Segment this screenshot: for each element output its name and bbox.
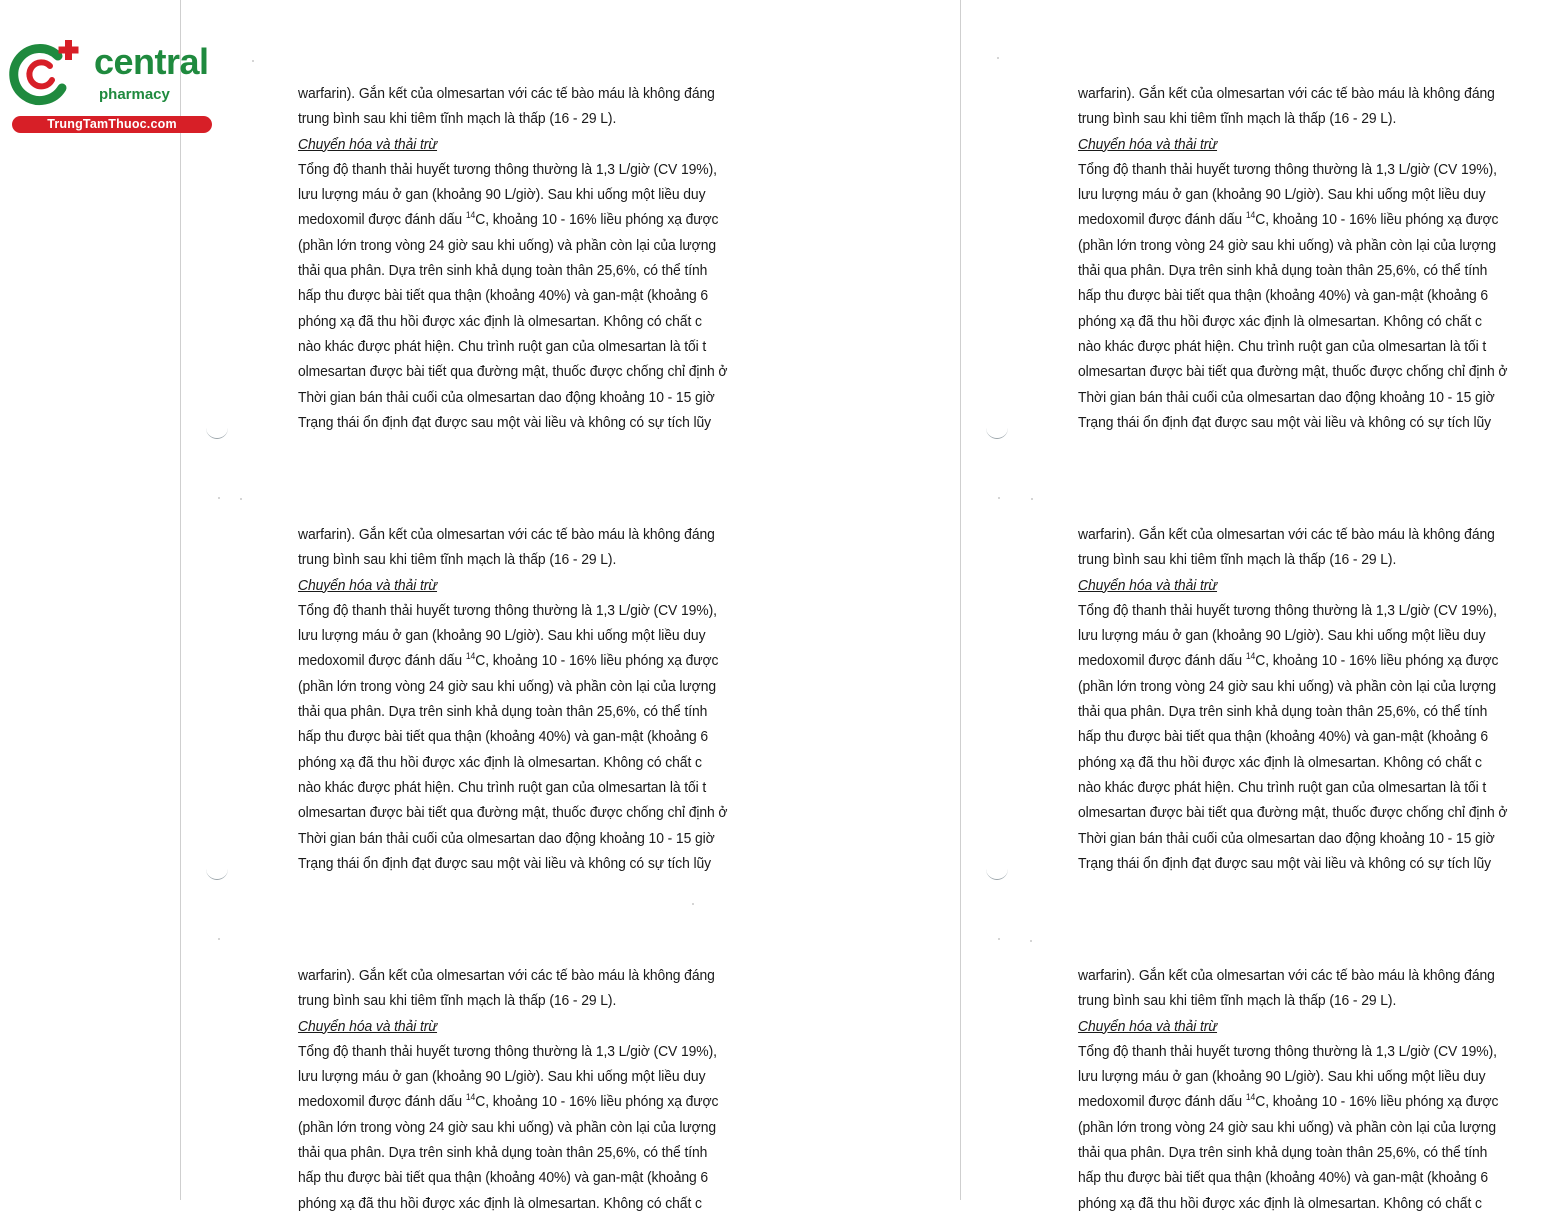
text-line: lưu lượng máu ở gan (khoảng 90 L/giờ). Sau khi uống một liều duy — [298, 628, 706, 645]
text-line — [298, 208, 768, 233]
text-line: (phần lớn trong vòng 24 giờ sau khi uống) và phần còn lại của lượng — [298, 678, 716, 695]
text-line: lưu lượng máu ở gan (khoảng 90 L/giờ). Sau khi uống một liều duy — [1078, 187, 1486, 204]
section-heading: Chuyển hóa và thải trừ — [298, 577, 438, 594]
text-line: Tổng độ thanh thải huyết tương thông thường là 1,3 L/giờ (CV 19%), — [298, 602, 717, 619]
text-line: Tổng độ thanh thải huyết tương thông thường là 1,3 L/giờ (CV 19%), — [298, 161, 717, 178]
text-span: medoxomil được đánh dấu — [1078, 653, 1243, 670]
text-line: Thời gian bán thải cuối của olmesartan dao động khoảng 10 - 15 giờ — [1078, 389, 1495, 406]
text-line — [298, 1090, 768, 1115]
text-line: thải qua phân. Dựa trên sinh khả dụng toàn thân 25,6%, có thể tính — [298, 263, 708, 280]
text-line: hấp thu được bài tiết qua thận (khoảng 40%) và gan-mật (khoảng 6 — [298, 1170, 709, 1187]
text-line: trung bình sau khi tiêm tĩnh mạch là thấp (16 - 29 L). — [1078, 111, 1397, 128]
text-span: C, khoảng 10 - 16% liều phóng xạ được — [1255, 212, 1499, 229]
scan-speck — [218, 497, 220, 499]
text-span: medoxomil được đánh dấu — [1078, 1094, 1243, 1111]
punch-hole-mark — [986, 426, 1008, 439]
text-line: Thời gian bán thải cuối của olmesartan dao động khoảng 10 - 15 giờ — [1078, 830, 1495, 847]
document-tile-cropped — [1060, 0, 1508, 440]
text-line — [1078, 1090, 1548, 1115]
document-tile — [280, 441, 780, 881]
text-line: lưu lượng máu ở gan (khoảng 90 L/giờ). Sau khi uống một liều duy — [298, 1069, 706, 1086]
text-line: nào khác được phát hiện. Chu trình ruột gan của olmesartan là tối t — [1078, 779, 1487, 796]
scan-speck — [692, 903, 694, 905]
text-line: phóng xạ đã thu hồi được xác định là olmesartan. Không có chất c — [298, 313, 702, 330]
text-line: hấp thu được bài tiết qua thận (khoảng 40%) và gan-mật (khoảng 6 — [298, 288, 709, 305]
text-line: (phần lớn trong vòng 24 giờ sau khi uống) và phần còn lại của lượng — [1078, 678, 1496, 695]
section-heading: Chuyển hóa và thải trừ — [1078, 577, 1218, 594]
text-line: warfarin). Gắn kết của olmesartan với các tế bào máu là không đáng — [298, 968, 715, 984]
text-line: (phần lớn trong vòng 24 giờ sau khi uống) và phần còn lại của lượng — [1078, 237, 1496, 254]
text-line: olmesartan được bài tiết qua đường mật, thuốc được chống chỉ định ở — [1078, 805, 1508, 822]
section-heading: Chuyển hóa và thải trừ — [298, 136, 438, 153]
document-tile — [280, 0, 780, 440]
logo-subtitle: pharmacy — [99, 86, 170, 103]
text-line: lưu lượng máu ở gan (khoảng 90 L/giờ). Sau khi uống một liều duy — [1078, 1069, 1486, 1086]
scan-speck — [998, 497, 1000, 499]
document-tile — [280, 882, 780, 1212]
tile-text — [1078, 964, 1548, 1217]
text-span: medoxomil được đánh dấu — [1078, 212, 1243, 229]
section-heading: Chuyển hóa và thải trừ — [1078, 136, 1218, 153]
central-pharmacy-logo-icon — [10, 38, 90, 114]
text-line: trung bình sau khi tiêm tĩnh mạch là thấp (16 - 29 L). — [298, 552, 617, 569]
text-line: thải qua phân. Dựa trên sinh khả dụng toàn thân 25,6%, có thể tính — [1078, 704, 1488, 721]
page-divider-right — [960, 0, 961, 1200]
logo-domain-badge: TrungTamThuoc.com — [12, 116, 212, 133]
superscript: 14 — [465, 210, 476, 221]
text-span: medoxomil được đánh dấu — [298, 212, 463, 229]
text-line: Tổng độ thanh thải huyết tương thông thường là 1,3 L/giờ (CV 19%), — [1078, 161, 1497, 178]
text-line — [298, 649, 768, 674]
text-line: olmesartan được bài tiết qua đường mật, thuốc được chống chỉ định ở — [298, 364, 728, 381]
text-line: trung bình sau khi tiêm tĩnh mạch là thấp (16 - 29 L). — [1078, 993, 1397, 1010]
text-line: warfarin). Gắn kết của olmesartan với các tế bào máu là không đáng — [1078, 968, 1495, 984]
logo-title: central — [94, 41, 209, 82]
text-line: nào khác được phát hiện. Chu trình ruột gan của olmesartan là tối t — [298, 338, 707, 355]
text-line: phóng xạ đã thu hồi được xác định là olmesartan. Không có chất c — [1078, 313, 1482, 330]
text-line: phóng xạ đã thu hồi được xác định là olmesartan. Không có chất c — [298, 1195, 702, 1212]
text-line — [1078, 649, 1548, 674]
superscript: 14 — [1245, 210, 1256, 221]
text-line: Trạng thái ổn định đạt được sau một vài liều và không có sự tích lũy — [298, 855, 712, 872]
text-line: hấp thu được bài tiết qua thận (khoảng 40%) và gan-mật (khoảng 6 — [298, 729, 709, 746]
text-span: C, khoảng 10 - 16% liều phóng xạ được — [1255, 653, 1499, 670]
text-line: Trạng thái ổn định đạt được sau một vài liều và không có sự tích lũy — [1078, 855, 1492, 872]
text-line: (phần lớn trong vòng 24 giờ sau khi uống) và phần còn lại của lượng — [298, 237, 716, 254]
text-line: hấp thu được bài tiết qua thận (khoảng 40%) và gan-mật (khoảng 6 — [1078, 729, 1489, 746]
text-span: medoxomil được đánh dấu — [298, 653, 463, 670]
text-span: C, khoảng 10 - 16% liều phóng xạ được — [1255, 1094, 1499, 1111]
text-line — [1078, 208, 1548, 233]
text-line: hấp thu được bài tiết qua thận (khoảng 40%) và gan-mật (khoảng 6 — [1078, 288, 1489, 305]
tile-text — [298, 523, 768, 877]
text-line: olmesartan được bài tiết qua đường mật, thuốc được chống chỉ định ở — [1078, 364, 1508, 381]
document-tile-cropped — [1060, 882, 1499, 1212]
scan-speck — [998, 938, 1000, 940]
scan-speck — [240, 498, 242, 500]
text-line: (phần lớn trong vòng 24 giờ sau khi uống) và phần còn lại của lượng — [298, 1119, 716, 1136]
text-line: warfarin). Gắn kết của olmesartan với các tế bào máu là không đáng — [298, 86, 715, 102]
text-line: warfarin). Gắn kết của olmesartan với các tế bào máu là không đáng — [1078, 527, 1495, 543]
text-line: trung bình sau khi tiêm tĩnh mạch là thấp (16 - 29 L). — [1078, 552, 1397, 569]
scan-speck — [1030, 940, 1032, 942]
text-line: olmesartan được bài tiết qua đường mật, thuốc được chống chỉ định ở — [298, 805, 728, 822]
text-line: nào khác được phát hiện. Chu trình ruột gan của olmesartan là tối t — [298, 779, 707, 796]
document-tile-cropped — [1060, 441, 1508, 881]
text-line: nào khác được phát hiện. Chu trình ruột gan của olmesartan là tối t — [1078, 338, 1487, 355]
text-line: phóng xạ đã thu hồi được xác định là olmesartan. Không có chất c — [1078, 754, 1482, 771]
superscript: 14 — [1245, 651, 1256, 662]
text-span: C, khoảng 10 - 16% liều phóng xạ được — [475, 212, 719, 229]
tile-text — [298, 964, 768, 1217]
text-span: medoxomil được đánh dấu — [298, 1094, 463, 1111]
text-line: Tổng độ thanh thải huyết tương thông thường là 1,3 L/giờ (CV 19%), — [298, 1043, 717, 1060]
text-line: Tổng độ thanh thải huyết tương thông thường là 1,3 L/giờ (CV 19%), — [1078, 602, 1497, 619]
section-heading: Chuyển hóa và thải trừ — [298, 1018, 438, 1035]
text-line: phóng xạ đã thu hồi được xác định là olmesartan. Không có chất c — [298, 754, 702, 771]
text-line: lưu lượng máu ở gan (khoảng 90 L/giờ). Sau khi uống một liều duy — [1078, 628, 1486, 645]
scan-speck — [1031, 498, 1033, 500]
text-line: Thời gian bán thải cuối của olmesartan dao động khoảng 10 - 15 giờ — [298, 389, 715, 406]
page-divider-left — [180, 0, 181, 1200]
scan-speck — [252, 60, 254, 62]
text-line: Trạng thái ổn định đạt được sau một vài liều và không có sự tích lũy — [1078, 414, 1492, 431]
text-span: C, khoảng 10 - 16% liều phóng xạ được — [475, 653, 719, 670]
text-line: thải qua phân. Dựa trên sinh khả dụng toàn thân 25,6%, có thể tính — [1078, 1145, 1488, 1162]
punch-hole-mark — [206, 867, 228, 880]
text-line: Trạng thái ổn định đạt được sau một vài liều và không có sự tích lũy — [298, 414, 712, 431]
text-line: thải qua phân. Dựa trên sinh khả dụng toàn thân 25,6%, có thể tính — [298, 1145, 708, 1162]
text-line: thải qua phân. Dựa trên sinh khả dụng toàn thân 25,6%, có thể tính — [298, 704, 708, 721]
text-line: warfarin). Gắn kết của olmesartan với các tế bào máu là không đáng — [298, 527, 715, 543]
brand-logo — [10, 38, 215, 138]
punch-hole-mark — [206, 426, 228, 439]
text-span: C, khoảng 10 - 16% liều phóng xạ được — [475, 1094, 719, 1111]
text-line: Thời gian bán thải cuối của olmesartan dao động khoảng 10 - 15 giờ — [298, 830, 715, 847]
scan-speck — [997, 57, 999, 59]
tile-text — [1078, 82, 1548, 436]
section-heading: Chuyển hóa và thải trừ — [1078, 1018, 1218, 1035]
text-line: thải qua phân. Dựa trên sinh khả dụng toàn thân 25,6%, có thể tính — [1078, 263, 1488, 280]
superscript: 14 — [465, 651, 476, 662]
scan-speck — [218, 938, 220, 940]
text-line: phóng xạ đã thu hồi được xác định là olmesartan. Không có chất c — [1078, 1195, 1482, 1212]
superscript: 14 — [1245, 1092, 1256, 1103]
punch-hole-mark — [986, 867, 1008, 880]
text-line: hấp thu được bài tiết qua thận (khoảng 40%) và gan-mật (khoảng 6 — [1078, 1170, 1489, 1187]
superscript: 14 — [465, 1092, 476, 1103]
text-line: trung bình sau khi tiêm tĩnh mạch là thấp (16 - 29 L). — [298, 993, 617, 1010]
tile-text — [298, 82, 768, 436]
text-line: warfarin). Gắn kết của olmesartan với các tế bào máu là không đáng — [1078, 86, 1495, 102]
text-line: Tổng độ thanh thải huyết tương thông thường là 1,3 L/giờ (CV 19%), — [1078, 1043, 1497, 1060]
text-line: lưu lượng máu ở gan (khoảng 90 L/giờ). Sau khi uống một liều duy — [298, 187, 706, 204]
tile-text — [1078, 523, 1548, 877]
text-line: trung bình sau khi tiêm tĩnh mạch là thấp (16 - 29 L). — [298, 111, 617, 128]
text-line: (phần lớn trong vòng 24 giờ sau khi uống) và phần còn lại của lượng — [1078, 1119, 1496, 1136]
